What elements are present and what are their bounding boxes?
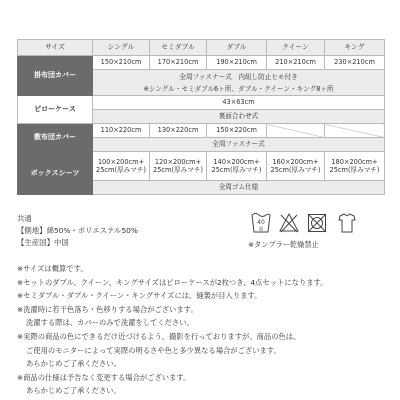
table-header-row (18, 40, 385, 56)
footnote-10: あらかじめご了承ください。 (26, 386, 121, 396)
size-table (17, 39, 385, 195)
footnote-8: あらかじめご了承ください。 (26, 359, 121, 369)
material-side: 【側地】綿50%・ポリエステル50% (17, 226, 138, 235)
header-single: シングル (93, 40, 150, 56)
header-queen: クイーン (267, 40, 325, 56)
hang-dry-icon (336, 210, 358, 236)
kakebuton-note-2: ※シングル・セミダブル6ヶ所、ダブル・クイーン・キング8ヶ所 (93, 84, 385, 96)
wash-temp: 40 (257, 219, 265, 226)
pillow-size: 43×63cm (93, 96, 385, 110)
header-king: キング (325, 40, 385, 56)
no-tumble-dry-icon (306, 210, 328, 236)
care-symbols (248, 210, 388, 270)
footnote-2: ※セットのダブル、クイーン、キングサイズはピローケースが2枚つき、4点セットになります。 (17, 277, 328, 287)
boxsheets-note: 全周ゴム仕様 (93, 181, 385, 195)
shikibuton-size-semidouble: 130×220cm (150, 124, 207, 138)
row-label-kakebuton: 掛布団カバー (18, 56, 93, 96)
wash-label: 弱 (258, 227, 264, 233)
kakebuton-size-semidouble: 170×210cm (150, 56, 207, 70)
material-origin: 【生産国】中国 (17, 238, 69, 247)
boxsheets-size-semidouble: 120×200cm+ 25cm(厚みマチ) (150, 152, 207, 181)
shikibuton-size-double: 150×220cm (207, 124, 267, 138)
row-label-pillow: ピローケース (18, 96, 93, 124)
kakebuton-size-double: 190×210cm (207, 56, 267, 70)
boxsheets-size-double: 140×200cm+ 25cm(厚みマチ) (207, 152, 267, 181)
material-info (17, 213, 138, 249)
table-row (18, 124, 385, 138)
footnote-5: 洗濯する際は、カバーのみで洗濯をしてください。 (26, 318, 194, 328)
table-row (18, 56, 385, 70)
header-double: ダブル (207, 40, 267, 56)
footnote-3: ※セミダブル・ダブル・クイーン・キングサイズには、縫製が目入ります。 (17, 291, 262, 301)
boxsheets-size-king: 180×200cm+ 25cm(厚みマチ) (325, 152, 385, 181)
header-semidouble: セミダブル (150, 40, 207, 56)
footnote-9: ※商品の仕様は予告なく変更する場合がございます。 (17, 372, 191, 382)
kakebuton-size-single: 150×210cm (93, 56, 150, 70)
footnotes (17, 262, 387, 398)
material-heading: 共通 (17, 214, 32, 223)
footnote-7: ご使用のモニターによって実際の明るさや色と多少異なる場合がございます。 (26, 345, 281, 355)
footnote-4: ※洗濯時に若干色落ち・色移りする場合がございます。 (17, 304, 198, 314)
footnote-6: ※実際の商品の色にできるだけ近づけるよう、撮影を行っておりますが、商品の色は、 (17, 331, 301, 341)
boxsheets-size-queen: 160×200cm+ 25cm(厚みマチ) (267, 152, 325, 181)
shikibuton-size-single: 110×220cm (93, 124, 150, 138)
row-label-boxsheets: ボックスシーツ (18, 152, 93, 195)
tumble-note: ※タンブラー乾燥禁止 (248, 240, 319, 249)
shikibuton-empty-king (325, 124, 385, 138)
pillow-note: 裏面合わせ式 (93, 110, 385, 124)
kakebuton-size-king: 230×210cm (325, 56, 385, 70)
row-label-shikibuton: 敷布団カバー (18, 124, 93, 152)
table-row (18, 96, 385, 110)
no-bleach-icon (278, 210, 300, 236)
boxsheets-size-single: 100×200cm+ 25cm(厚みマチ) (93, 152, 150, 181)
kakebuton-size-queen: 210×210cm (267, 56, 325, 70)
wash-tub-icon (250, 210, 272, 236)
shikibuton-note: 全周ファスナー式 (93, 138, 385, 152)
table-row (18, 152, 385, 181)
kakebuton-note-1: 全周ファスナー式 内紐し防止ヒモ付き (93, 70, 385, 84)
shikibuton-empty-queen (267, 124, 325, 138)
footnote-1: ※サイズは概算です。 (17, 264, 88, 273)
header-size: サイズ (18, 40, 93, 56)
